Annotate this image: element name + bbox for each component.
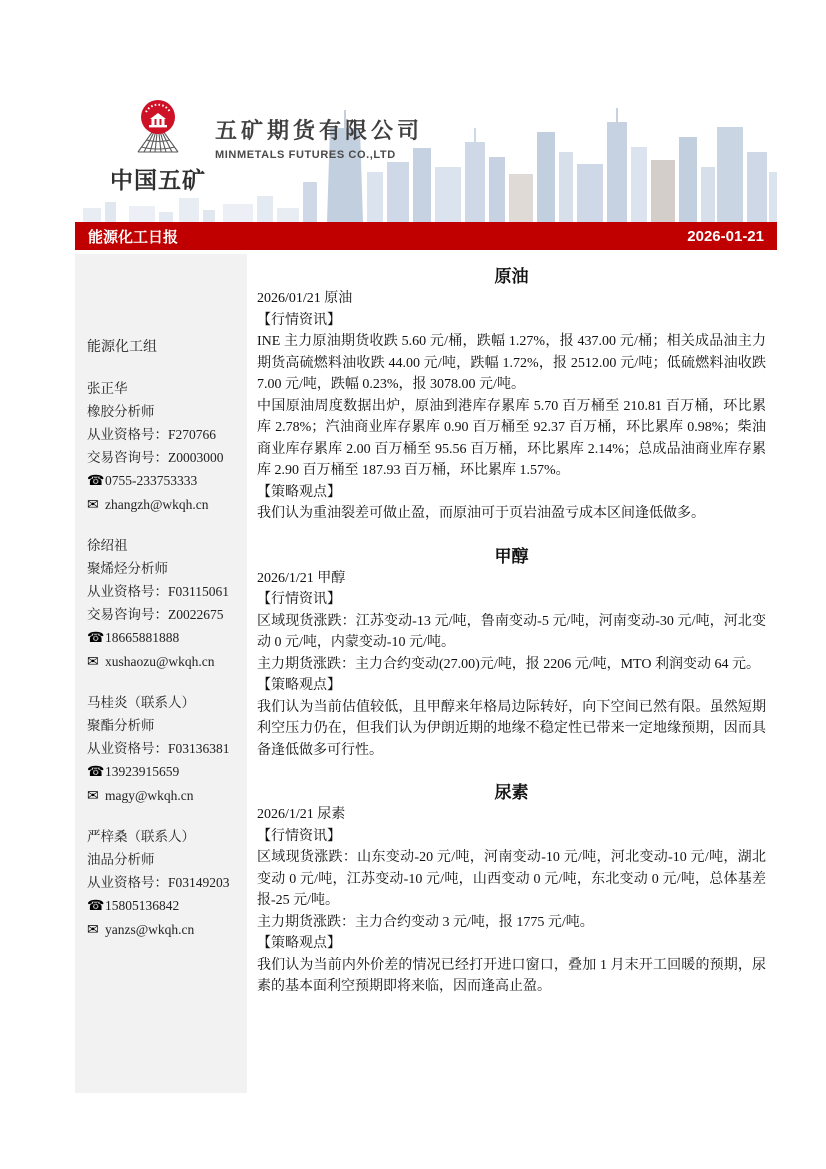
analyst-role: 油品分析师 <box>87 852 155 867</box>
section-title: 尿素 <box>494 783 529 802</box>
analyst-name: 马桂炎（联系人） <box>87 695 195 710</box>
strategy-label: 【策略观点】 <box>257 484 341 500</box>
analyst-email-row <box>87 493 239 517</box>
section-methanol <box>257 546 766 762</box>
info-paragraph: 中国原油周度数据出炉，原油到港库存累库 5.70 百万桶至 210.81 百万桶，环比累库 2.78%；汽油商业库存累库 0.90 百万桶至 92.37 百万桶，环比累库 0.98%；柴油商业库存累库 2.00 百万桶至 95.56 百万桶，环比累库 2.14%；总成品油商业库存累库 2.90 百万桶至 187.93 百万桶，环比累库 1.57%。 <box>257 398 766 478</box>
minmetals-logo <box>103 98 213 195</box>
strategy-label: 【策略观点】 <box>257 936 341 951</box>
info-label: 【行情资讯】 <box>257 312 341 328</box>
logo-cn-text: 中国五矿 <box>110 167 206 193</box>
analyst-name: 张正华 <box>87 381 128 396</box>
analyst-card <box>87 377 239 517</box>
phone-number: 15805136842 <box>105 898 180 913</box>
section-title: 甲醇 <box>494 546 529 566</box>
analyst-phone-row <box>87 469 239 493</box>
info-label: 【行情资讯】 <box>257 828 341 844</box>
analyst-group-label: 能源化工组 <box>87 340 157 355</box>
analyst-card <box>87 534 239 674</box>
section-date-line: 2026/1/21 甲醇 <box>257 570 346 586</box>
strategy-paragraph: 我们认为当前内外价差的情况已经打开进口窗口，叠加 1 月末开工回暖的预期，尿素的基本面利空预期即将来临，因而逢高止盈。 <box>257 957 766 994</box>
email-icon: ✉ <box>87 923 99 938</box>
email-address: magy@wkqh.cn <box>105 788 194 803</box>
company-name-cn: 五矿期货有限公司 <box>215 118 424 143</box>
analyst-cert: 从业资格号：F03115061 <box>87 584 230 599</box>
phone-icon: ☎ <box>87 631 105 646</box>
analyst-cert: 从业资格号：F03136381 <box>87 741 230 756</box>
email-address: xushaozu@wkqh.cn <box>105 654 215 669</box>
email-icon: ✉ <box>87 789 99 804</box>
analyst-name: 徐绍祖 <box>87 538 128 553</box>
strategy-label: 【策略观点】 <box>257 678 341 693</box>
phone-icon: ☎ <box>87 765 105 780</box>
analyst-role: 聚烯烃分析师 <box>87 561 168 576</box>
analyst-phone-row <box>87 626 239 650</box>
phone-icon: ☎ <box>87 899 105 914</box>
phone-number: 0755-233753333 <box>105 473 198 488</box>
analyst-email-row <box>87 650 239 674</box>
analyst-role: 聚酯分析师 <box>87 718 155 733</box>
info-label: 【行情资讯】 <box>257 592 341 607</box>
analyst-email-row <box>87 918 239 942</box>
report-banner <box>75 222 777 250</box>
section-date-line: 2026/1/21 尿素 <box>257 807 346 822</box>
analyst-role: 橡胶分析师 <box>87 404 155 419</box>
info-paragraph: 区域现货涨跌：山东变动-20 元/吨，河南变动-10 元/吨，河北变动-10 元/吨，湖北变动 0 元/吨，江苏变动-10 元/吨，山西变动 0 元/吨，东北变动 0 元/吨，总体基差报-25 元/吨。 <box>257 850 766 908</box>
phone-number: 18665881888 <box>105 630 180 645</box>
email-address: zhangzh@wkqh.cn <box>105 497 209 512</box>
analyst-cert: 从业资格号：F03149203 <box>87 875 230 890</box>
analyst-cert: 从业资格号：F270766 <box>87 427 217 442</box>
section-date-line: 2026/01/21 原油 <box>257 291 353 306</box>
analyst-advisory: 交易咨询号：Z0022675 <box>87 607 224 622</box>
info-paragraph: 主力期货涨跌：主力合约变动(27.00)元/吨，报 2206 元/吨，MTO 利润变动 64 元。 <box>257 656 760 672</box>
phone-icon: ☎ <box>87 474 105 489</box>
section-crude-oil <box>257 266 766 525</box>
analyst-sidebar <box>75 254 247 1093</box>
info-paragraph: INE 主力原油期货收跌 5.60 元/桶，跌幅 1.27%，报 437.00 元/桶；相关成品油主力期货高硫燃料油收跌 44.00 元/吨，跌幅 1.72%，报 2512.00 元/吨；低硫燃料油收跌 7.00 元/吨，跌幅 0.23%，报 3078.00 元/吨。 <box>257 334 766 392</box>
email-icon: ✉ <box>87 655 99 670</box>
company-name-en: MINMETALS FUTURES CO.,LTD <box>215 149 396 161</box>
phone-number: 13923915659 <box>105 764 180 779</box>
strategy-paragraph: 我们认为当前估值较低，且甲醇来年格局边际转好，向下空间已然有限。虽然短期利空压力仍在，但我们认为伊朗近期的地缘不稳定性已带来一定地缘预期，因而具备逢低做多可行性。 <box>257 699 766 758</box>
report-title: 能源化工日报 <box>88 228 179 246</box>
analyst-phone-row <box>87 760 239 784</box>
company-name-block <box>215 114 423 161</box>
analyst-email-row <box>87 784 239 808</box>
report-date: 2026-01-21 <box>687 227 764 245</box>
analyst-advisory: 交易咨询号：Z0003000 <box>87 450 224 465</box>
email-address: yanzs@wkqh.cn <box>105 922 195 937</box>
section-title: 原油 <box>494 267 529 286</box>
info-paragraph: 区域现货涨跌：江苏变动-13 元/吨，鲁南变动-5 元/吨，河南变动-30 元/吨，河北变动 0 元/吨，内蒙变动-10 元/吨。 <box>257 613 766 650</box>
analyst-card <box>87 691 239 808</box>
analyst-card <box>87 825 239 942</box>
email-icon: ✉ <box>87 498 99 513</box>
report-body <box>257 266 766 998</box>
minmetals-logo-emblem <box>125 98 191 160</box>
info-paragraph: 主力期货涨跌：主力合约变动 3 元/吨，报 1775 元/吨。 <box>257 914 594 930</box>
strategy-paragraph: 我们认为重油裂差可做止盈，而原油可于页岩油盈亏成本区间逢低做多。 <box>257 506 705 521</box>
analyst-phone-row <box>87 894 239 918</box>
analyst-name: 严梓桑（联系人） <box>87 829 195 844</box>
section-urea <box>257 782 766 998</box>
